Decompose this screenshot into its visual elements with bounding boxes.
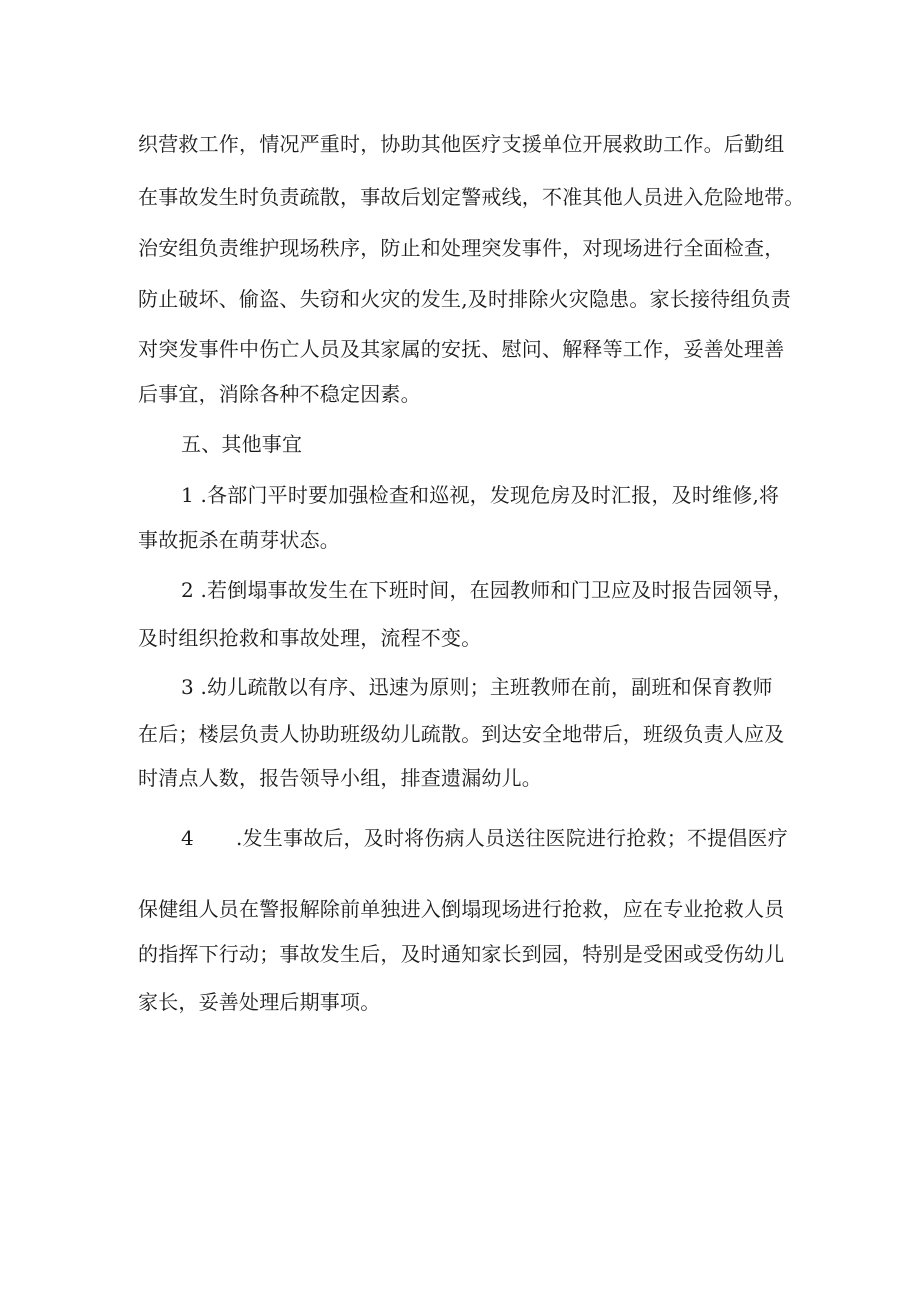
text-line: 后事宜，消除各种不稳定因素。 <box>138 382 421 406</box>
text-line: 织营救工作，情况严重时，协助其他医疗支援单位开展救助工作。后勤组 <box>138 132 785 156</box>
text-line: 在事故发生时负责疏散，事故后划定警戒线，不准其他人员进入危险地带。 <box>138 185 805 209</box>
list-item-number: 4 <box>181 826 194 850</box>
list-item-line: .发生事故后，及时将伤病人员送往医院进行抢救；不提倡医疗 <box>236 826 788 850</box>
list-item-line: 2 .若倒塌事故发生在下班时间，在园教师和门卫应及时报告园领导， <box>181 578 793 602</box>
list-item-line: 家长，妥善处理后期事项。 <box>138 990 381 1014</box>
list-item-line: 在后；楼层负责人协助班级幼儿疏散。到达安全地带后，班级负责人应及 <box>138 722 785 746</box>
list-item-line: 的指挥下行动；事故发生后，及时通知家长到园，特别是受困或受伤幼儿 <box>138 942 785 966</box>
list-item-line: 事故扼杀在萌芽状态。 <box>138 528 340 552</box>
list-item-line: 时清点人数，报告领导小组，排查遗漏幼儿。 <box>138 766 542 790</box>
list-item-line: 1 .各部门平时要加强检查和巡视，发现危房及时汇报，及时维修,将 <box>181 483 780 507</box>
list-item-line: 及时组织抢救和事故处理，流程不变。 <box>138 626 482 650</box>
text-line: 防止破坏、偷盗、失窃和火灾的发生,及时排除火灾隐患。家长接待组负责 <box>138 287 791 311</box>
list-item-line: 保健组人员在警报解除前单独进入倒塌现场进行抢救，应在专业抢救人员 <box>138 897 785 921</box>
text-line: 对突发事件中伤亡人员及其家属的安抚、慰问、解释等工作，妥善处理善 <box>138 337 785 361</box>
text-line: 治安组负责维护现场秩序，防止和处理突发事件，对现场进行全面检查， <box>138 236 785 260</box>
list-item-line: 3 .幼儿疏散以有序、迅速为原则；主班教师在前，副班和保育教师 <box>181 675 773 699</box>
section-heading: 五、其他事宜 <box>181 432 303 456</box>
